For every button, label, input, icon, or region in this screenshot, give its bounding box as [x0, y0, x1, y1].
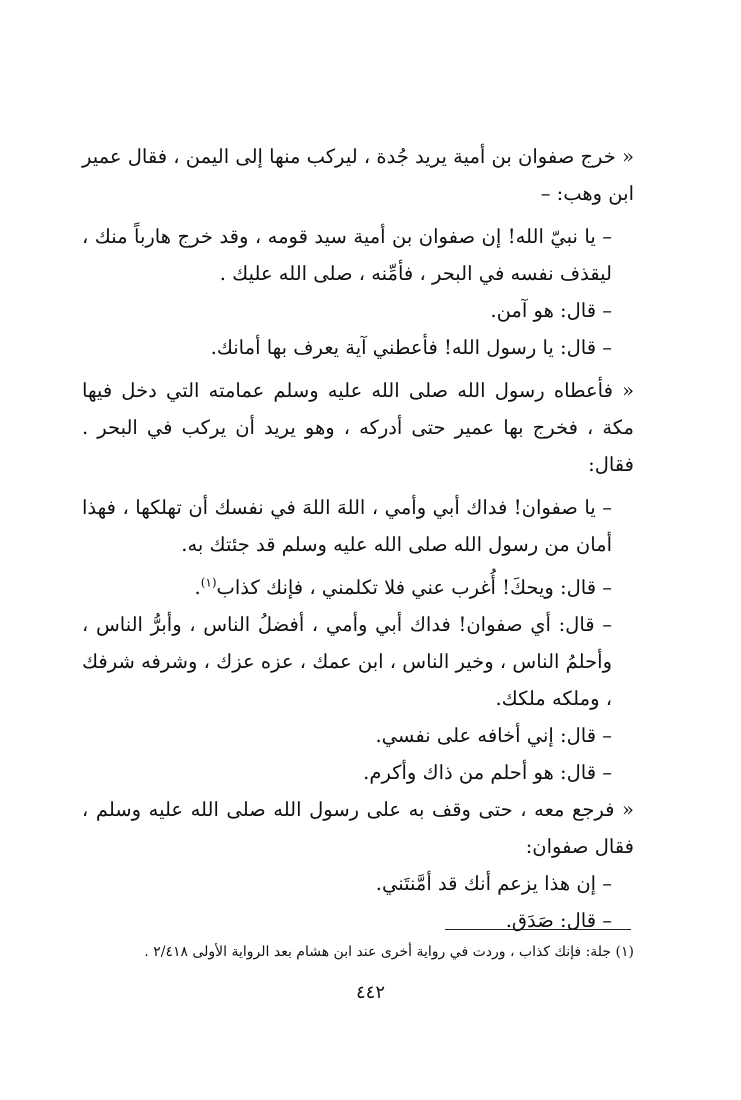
footnote: (١) جلة: فإنك كذاب ، وردت في رواية أخرى عند ابن هشام بعد الرواية الأولى ٢/٤١٨ .: [144, 944, 634, 960]
dialogue-line: – قال: صَدَق.: [505, 909, 612, 932]
narration-paragraph: « فأعطاه رسول الله صلى الله عليه وسلم عمامته التي دخل فيها مكة ، فخرج بها عمير حتى أدركه ، وهو يريد أن يركب في البحر . فقال:: [82, 379, 634, 476]
dialogue-line: – إن هذا يزعم أنك قد أمَّنتَني.: [375, 872, 612, 895]
dialogue-end-punct: .: [194, 576, 201, 599]
dialogue-text: – قال: ويحكَ! أُغرب عني فلا تكلمني ، فإنك كذاب: [216, 576, 612, 599]
dialogue-line: – قال: يا رسول الله! فأعطني آية يعرف بها أمانك.: [210, 336, 612, 359]
footnote-reference: (١): [200, 575, 217, 590]
footnote-divider: [445, 929, 631, 930]
main-text: [82, 138, 634, 939]
dialogue-line: – قال: هو آمن.: [490, 299, 612, 322]
page-number: ٤٤٢: [355, 982, 385, 1003]
dialogue-line: – يا صفوان! فداك أبي وأمي ، اللهَ اللهَ في نفسك أن تهلكها ، فهذا أمان من رسول الله صلى الله عليه وسلم قد جئتك به.: [82, 496, 612, 556]
narration-paragraph: « خرج صفوان بن أمية يريد جُدة ، ليركب منها إلى اليمن ، فقال عمير ابن وهب: –: [82, 145, 634, 205]
dialogue-line: – يا نبيّ الله! إن صفوان بن أمية سيد قومه ، وقد خرج هارباً منك ، ليقذف نفسه في البحر ، فأمِّنه ، صلى الله عليك .: [82, 225, 612, 285]
dialogue-line: – قال: أي صفوان! فداك أبي وأمي ، أفضلُ الناس ، وأبرُّ الناس ، وأحلمُ الناس ، وخير الناس ، ابن عمك ، عزه عزك ، وشرفه شرفك ، وملكه ملكك.: [82, 613, 612, 710]
dialogue-line-with-footnote: [82, 569, 634, 606]
dialogue-line: – قال: إني أخافه على نفسي.: [375, 724, 612, 747]
dialogue-line: – قال: هو أحلم من ذاك وأكرم.: [363, 761, 612, 784]
narration-paragraph: « فرجع معه ، حتى وقف به على رسول الله صلى الله عليه وسلم ، فقال صفوان:: [82, 798, 634, 858]
